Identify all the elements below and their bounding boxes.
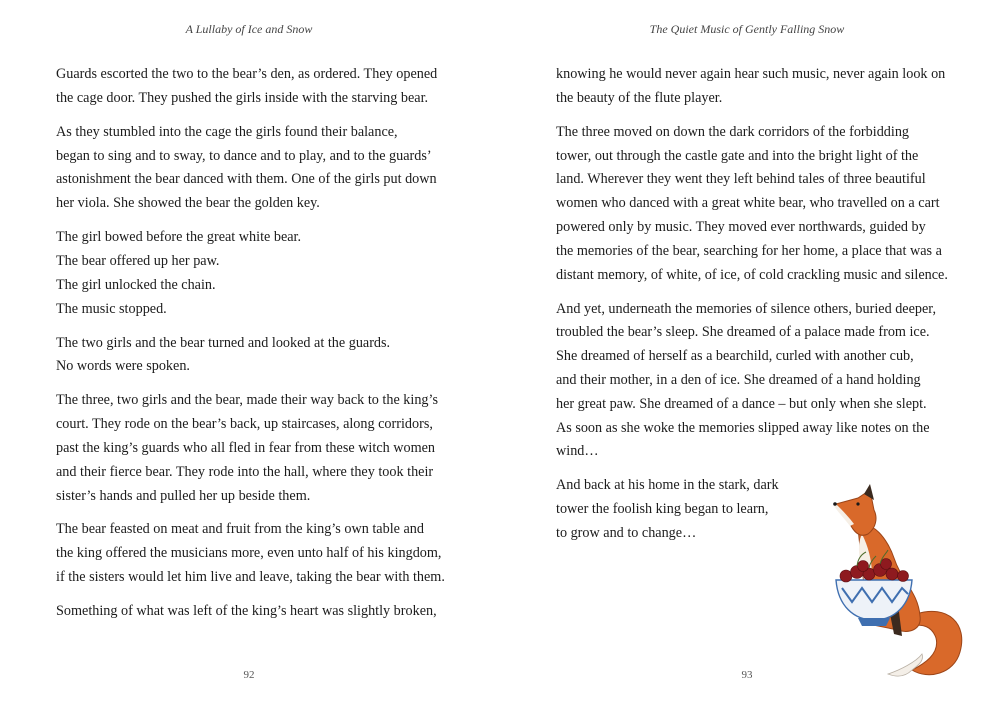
text-line: The two girls and the bear turned and looked at the guards. [56, 334, 391, 351]
text-line: and their fierce bear. They rode into the hall, where they took their [56, 463, 434, 480]
text-line: astonishment the bear danced with them. One of the girls put down [56, 171, 437, 188]
text-line: powered only by music. They moved ever northwards, guided by [556, 218, 926, 235]
paragraph [56, 518, 456, 589]
text-line: women who danced with a great white bear, who travelled on a cart [556, 195, 940, 212]
text-line: her great paw. She dreamed of a dance – but only when she slept. [556, 395, 927, 412]
text-line: The bear offered up her paw. [56, 252, 220, 269]
paragraph [556, 121, 956, 288]
text-line: The girl bowed before the great white bear. [56, 229, 302, 246]
left-body-text [56, 63, 456, 634]
text-line: sister’s hands and pulled her up beside them. [56, 487, 311, 504]
text-line: and their mother, in a den of ice. She dreamed of a hand holding [556, 371, 921, 388]
paragraph [56, 226, 456, 321]
text-line: And back at his home in the stark, dark [556, 477, 779, 494]
text-line: the beauty of the flute player. [556, 89, 723, 106]
cherry-bowl-foot [858, 618, 890, 626]
text-line: court. They rode on the bear’s back, up staircases, along corridors, [56, 416, 433, 433]
paragraph [556, 298, 956, 465]
text-line: knowing he would never again hear such music, never again look on [556, 66, 946, 82]
text-line: The girl unlocked the chain. [56, 276, 216, 293]
text-line: As soon as she woke the memories slipped away like notes on the [556, 419, 930, 436]
text-line: her viola. She showed the bear the golden key. [56, 195, 320, 212]
paragraph [56, 389, 456, 508]
page-number-left: 92 [243, 669, 255, 681]
running-head-left: A Lullaby of Ice and Snow [185, 22, 313, 36]
paragraph [56, 121, 456, 216]
running-head-right: The Quiet Music of Gently Falling Snow [649, 22, 845, 36]
text-line: The three, two girls and the bear, made their way back to the king’s [56, 392, 438, 409]
page-number-right: 93 [741, 669, 753, 681]
text-line: The bear feasted on meat and fruit from the king’s own table and [56, 521, 424, 538]
text-line: wind… [556, 443, 599, 460]
fox-eye [856, 502, 859, 505]
fox-with-cherry-bowl-icon [828, 484, 968, 684]
text-line: tower the foolish king began to learn, [556, 501, 769, 518]
text-line: began to sing and to sway, to dance and to play, and to the guards’ [56, 147, 432, 164]
text-line: past the king’s guards who all fled in fear from these witch women [56, 439, 436, 456]
text-line: if the sisters would let him live and leave, taking the bear with them. [56, 569, 445, 586]
text-line: Something of what was left of the king’s heart was slightly broken, [56, 603, 437, 620]
text-line: She dreamed of herself as a bearchild, curled with another cub, [556, 348, 914, 365]
text-line: land. Wherever they went they left behind tales of three beautiful [556, 171, 926, 188]
text-line: to grow and to change… [556, 524, 697, 541]
right-body-text [556, 63, 956, 556]
text-line: troubled the bear’s sleep. She dreamed of a palace made from ice. [556, 324, 930, 341]
text-line: the cage door. They pushed the girls inside with the starving bear. [56, 89, 429, 106]
paragraph [56, 600, 456, 624]
text-line: the memories of the bear, searching for her home, a place that was a [556, 242, 942, 259]
fox-nose [833, 502, 837, 506]
text-line: tower, out through the castle gate and into the bright light of the [556, 147, 919, 164]
paragraph [56, 63, 456, 111]
text-line: the king offered the musicians more, even unto half of his kingdom, [56, 545, 442, 562]
text-line: No words were spoken. [56, 358, 190, 375]
paragraph [56, 332, 456, 380]
paragraph [556, 63, 956, 111]
text-line: Guards escorted the two to the bear’s den, as ordered. They opened [56, 66, 438, 82]
text-line: distant memory, of white, of ice, of cold crackling music and silence. [556, 266, 948, 283]
text-line: And yet, underneath the memories of silence others, buried deeper, [556, 300, 936, 317]
text-line: The three moved on down the dark corridors of the forbidding [556, 123, 910, 140]
text-line: The music stopped. [56, 300, 167, 317]
text-line: As they stumbled into the cage the girls found their balance, [56, 123, 398, 140]
